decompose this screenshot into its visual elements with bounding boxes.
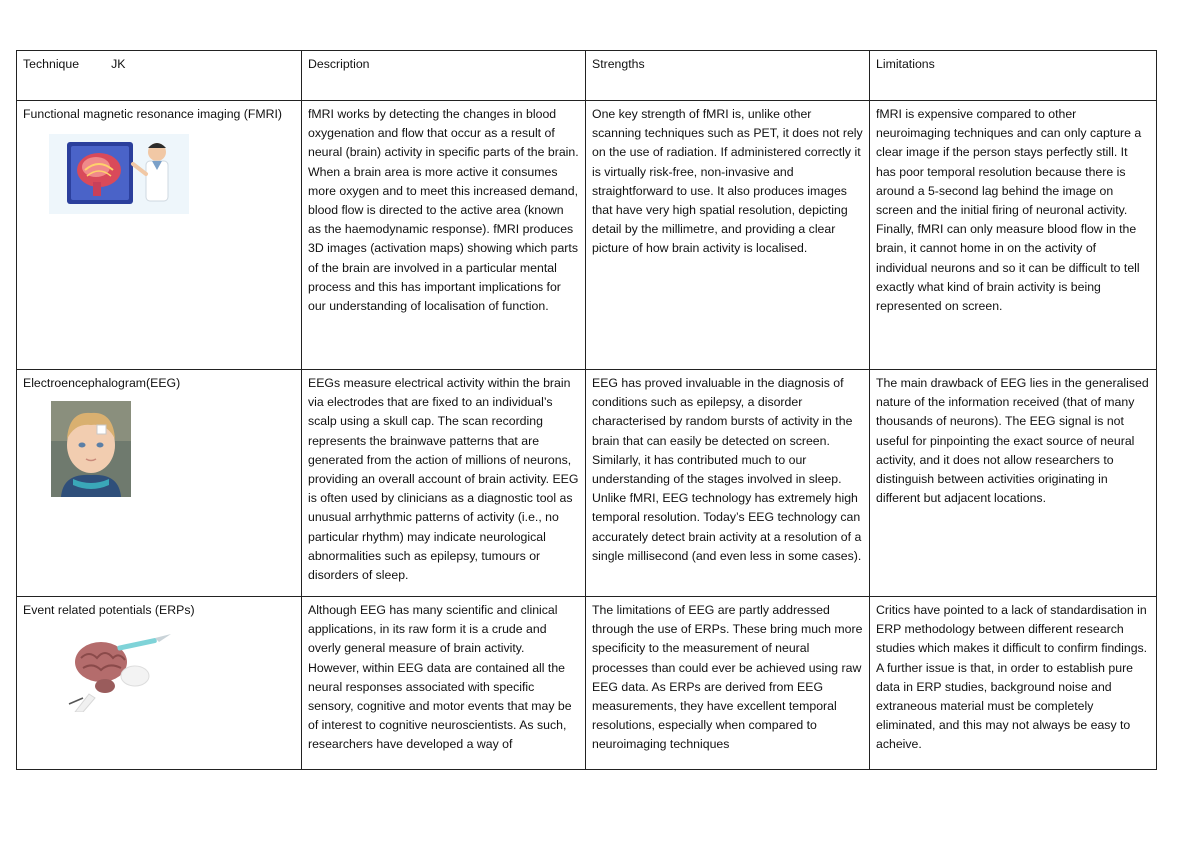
strengths-cell	[586, 370, 870, 597]
header-row	[17, 51, 1157, 101]
header-description: Description	[308, 57, 370, 71]
table-row-erps	[17, 597, 1157, 770]
description-cell	[302, 370, 586, 597]
brain-model-scalpel-image	[55, 628, 179, 712]
limitations-text: fMRI is expensive compared to other neuroimaging techniques and can only capture a clear image if the person stays perfectly still. It has poor temporal resolution because there is around a 5-second lag behind the image on screen and the initial firing of neuronal activity. Finally, fMRI can only measure blood flow in the brain, it cannot home in on the activity of individual neurons and so it can be difficult to tell exactly what kind of brain activity is being represented on screen.	[876, 107, 1142, 314]
header-description-cell	[302, 51, 586, 101]
strengths-cell	[586, 597, 870, 770]
limitations-cell	[870, 597, 1157, 770]
limitations-cell	[870, 370, 1157, 597]
table-row-fmri	[17, 101, 1157, 370]
child-with-electrode-image	[51, 401, 131, 497]
header-limitations: Limitations	[876, 57, 935, 71]
strengths-text: EEG has proved invaluable in the diagnosis of conditions such as epilepsy, a disorder characterised by random bursts of activity in the brain that can easily be detected on screen. Similarly, it has contributed much to our understanding of the stages involved in sleep. Unlike fMRI, EEG technology has extremely high temporal resolution. Today’s EEG technology can accurately detect brain activity at a resolution of a single millisecond (and even less in some cases).	[592, 376, 862, 563]
technique-name: Electroencephalogram(EEG)	[23, 376, 181, 390]
strengths-cell	[586, 101, 870, 370]
brain-scan-doctor-image	[49, 134, 189, 214]
comparison-table	[16, 50, 1157, 770]
description-cell	[302, 597, 586, 770]
strengths-text: The limitations of EEG are partly addressed through the use of ERPs. These bring much more specificity to the measurement of neural processes than could ever be achieved using raw EEG data. As ERPs are derived from EEG measurements, they have excellent temporal resolutions, especially when compared to neuroimaging techniques	[592, 603, 863, 752]
technique-cell	[17, 101, 302, 370]
header-strengths-cell	[586, 51, 870, 101]
header-technique-cell	[17, 51, 302, 101]
limitations-text: The main drawback of EEG lies in the generalised nature of the information received (that of many thousands of neurons). The EEG signal is not useful for pinpointing the exact source of neural activity, and it does not allow researchers to distinguish between activities originating in different but adjacent locations.	[876, 376, 1149, 506]
description-text: Although EEG has many scientific and clinical applications, in its raw form it is a crude and overly general measure of brain activity. However, within EEG data are contained all the neural responses associated with specific sensory, cognitive and motor events that may be of interest to cognitive neuroscientists. As such, researchers have developed a way of	[308, 603, 572, 752]
description-cell	[302, 101, 586, 370]
header-technique: Technique	[23, 57, 80, 71]
limitations-cell	[870, 101, 1157, 370]
technique-cell	[17, 597, 302, 770]
limitations-text: Critics have pointed to a lack of standardisation in ERP methodology between different research studies which makes it difficult to confirm findings. A further issue is that, in order to establish pure data in ERP studies, background noise and extraneous material must be completely eliminated, and this may not always be easy to acheive.	[876, 603, 1148, 752]
header-strengths: Strengths	[592, 57, 645, 71]
description-text: fMRI works by detecting the changes in blood oxygenation and flow that occur as a result of neural (brain) activity in specific parts of the brain. When a brain area is more active it consumes more oxygen and to meet this increased demand, blood flow is directed to the active area (known as the haemodynamic response). fMRI produces 3D images (activation maps) showing which parts of the brain are involved in a particular mental process and this has important implications for our understanding of localisation of function.	[308, 107, 579, 314]
technique-name: Functional magnetic resonance imaging (FMRI)	[23, 107, 283, 121]
header-limitations-cell	[870, 51, 1157, 101]
technique-name: Event related potentials (ERPs)	[23, 603, 195, 617]
header-initials: JK	[111, 57, 126, 71]
description-text: EEGs measure electrical activity within the brain via electrodes that are fixed to an individual’s scalp using a skull cap. The scan recording represents the brainwave patterns that are generated from the action of millions of neurons, providing an overall account of brain activity. EEG is often used by clinicians as a diagnostic tool as unusual arrhythmic patterns of activity (i.e., no particular rhythm) may indicate neurological abnormalities such as epilepsy, tumours or disorders of sleep.	[308, 376, 579, 583]
strengths-text: One key strength of fMRI is, unlike other scanning techniques such as PET, it does not rely on the use of radiation. If administered correctly it is virtually risk-free, non-invasive and straightforward to use. It also produces images that have very high spatial resolution, depicting detail by the millimetre, and providing a clear picture of how brain activity is localised.	[592, 107, 863, 256]
technique-cell	[17, 370, 302, 597]
table-row-eeg	[17, 370, 1157, 597]
